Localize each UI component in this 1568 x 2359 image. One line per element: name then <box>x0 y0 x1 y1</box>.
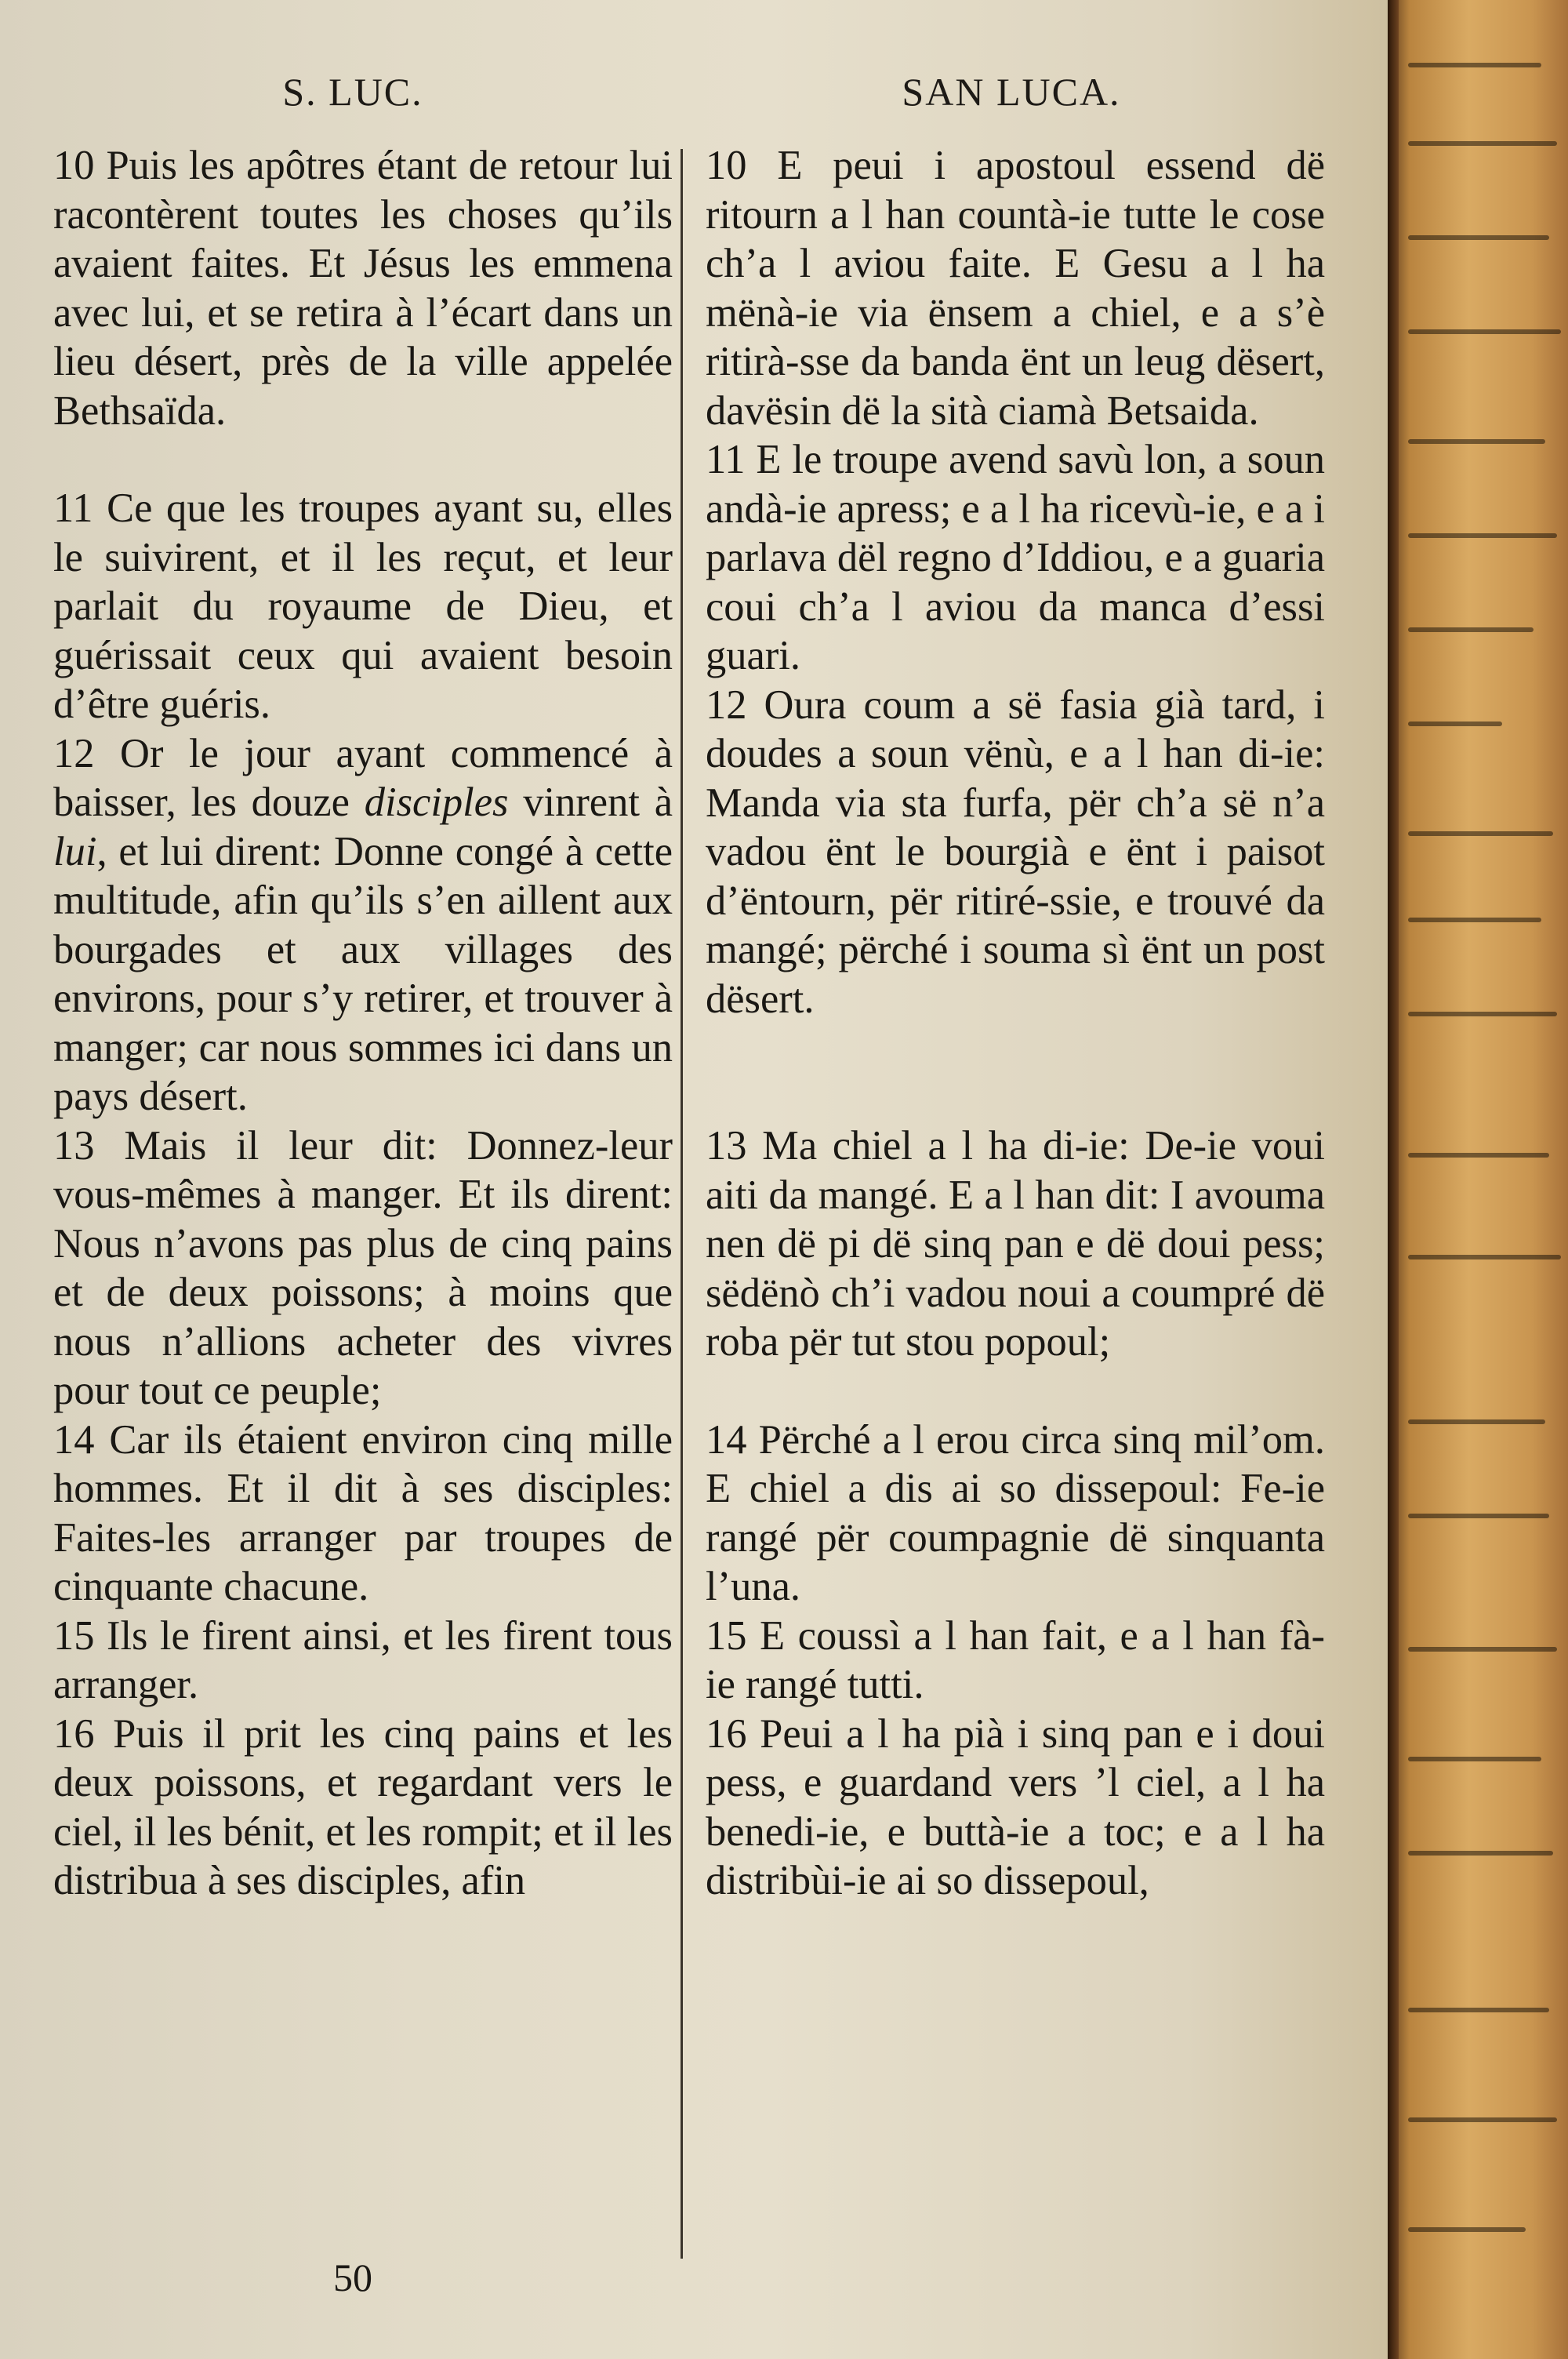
verse-12-fr-part-e: , et lui dirent: Donne congé à cette multitude, afin qu’ils s’en aillent aux bourgades et aux villages des environs, pour s’y retirer, et trouver à manger; car nous sommes ici dans un pays désert. <box>53 828 673 1119</box>
adjacent-text-line <box>1408 63 1541 67</box>
verse-12-pms: 12 Oura coum a së fasia già tard, i doudes a soun vënù, e a l han di-ie: Manda via sta furfa, për ch’a së n’a vadou ënt le bourgià e ënt i paisot d’ëntourn, për ritiré-ssie, e trouvé da mangé; përché i souma sì ënt un post dësert. <box>706 682 1325 1022</box>
verse-12-fr-italic-disciples: disciples <box>364 780 509 825</box>
verse-10-fr: 10 Puis les apôtres étant de retour lui racontèrent toutes les choses qu’ils avaient faites. Et Jésus les emmena avec lui, et se retira à l’écart dans un lieu désert, près de la ville appelée Bethsaïda. <box>53 143 673 434</box>
adjacent-text-line <box>1408 627 1534 632</box>
verse-15-pms: 15 E coussì a l han fait, e a l han fà-ie rangé tutti. <box>706 1612 1325 1707</box>
verse-10-pms: 10 E peui i apostoul essend dë ritourn a l han countà-ie tutte le cose ch’a l aviou faite. E Gesu a l ha mënà-ie via ënsem a chiel, e a s’è ritirà-sse da banda ënt un leug dësert, davësin dë la sità ciamà Betsaida. <box>706 143 1325 434</box>
adjacent-text-line <box>1408 439 1545 444</box>
verse-12-fr <box>53 729 673 1121</box>
adjacent-text-line <box>1408 831 1553 836</box>
adjacent-text-line <box>1408 1255 1561 1259</box>
piedmontese-column <box>706 141 1325 1906</box>
adjacent-text-line <box>1408 1153 1549 1158</box>
header-left-title: S. LUC. <box>282 70 423 114</box>
adjacent-text-line <box>1408 2227 1526 2232</box>
adjacent-text-line <box>1408 1757 1541 1761</box>
verse-14-fr: 14 Car ils étaient environ cinq mille hommes. Et il dit à ses disciples: Faites-les arranger par troupes de cinquante chacune. <box>53 1416 673 1609</box>
adjacent-page-edge <box>1388 0 1568 2359</box>
verse-12-fr-italic-lui: lui <box>53 828 97 874</box>
adjacent-text-line <box>1408 1647 1557 1652</box>
header-right-title: SAN LUCA. <box>902 70 1121 114</box>
verse-11-fr: 11 Ce que les troupes ayant su, elles le suivirent, et il les reçut, et leur parlait du royaume de Dieu, et guérissait ceux qui avaient besoin d’être guéris. <box>53 485 673 727</box>
adjacent-text-line <box>1408 533 1557 538</box>
adjacent-text-line <box>1408 1514 1549 1518</box>
adjacent-text-line <box>1408 2117 1557 2122</box>
verse-14-pms: 14 Përché a l erou circa sinq mil’om. E chiel a dis ai so dissepoul: Fe-ie rangé për coumpagnie dë sinquanta l’una. <box>706 1416 1325 1609</box>
verse-13-fr: 13 Mais il leur dit: Donnez-leur vous-mêmes à manger. Et ils dirent: Nous n’avons pas plus de cinq pains et de deux poissons; à moins que nous n’allions acheter des vivres pour tout ce peuple; <box>53 1122 673 1413</box>
adjacent-text-line <box>1408 141 1557 146</box>
verse-12-fr-part-a: 12 Or le jour ayant commencé à baisser, les douze <box>53 730 673 825</box>
page-number: 50 <box>333 2255 372 2299</box>
adjacent-text-line <box>1408 235 1549 240</box>
french-column <box>53 141 673 1906</box>
verse-15-fr: 15 Ils le firent ainsi, et les firent tous arranger. <box>53 1612 673 1707</box>
column-divider <box>681 149 683 2259</box>
verse-12-fr-part-c: vinrent à <box>508 780 673 825</box>
adjacent-text-line <box>1408 918 1541 922</box>
adjacent-text-line <box>1408 329 1561 334</box>
adjacent-text-line <box>1408 2008 1549 2012</box>
verse-16-pms: 16 Peui a l ha pià i sinq pan e i doui pess, e guardand vers ’l ciel, a l ha benedi-ie, e buttà-ie a toc; e a l ha distribùi-ie ai so dissepoul, <box>706 1710 1325 1903</box>
adjacent-text-line <box>1408 1851 1553 1856</box>
adjacent-text-line <box>1408 722 1502 726</box>
verse-11-pms: 11 E le troupe avend savù lon, a soun andà-ie apress; e a l ha ricevù-ie, e a i parlava dël regno d’Iddiou, e a guaria coui ch’a l aviou da manca d’essi guari. <box>706 437 1325 678</box>
verse-13-pms: 13 Ma chiel a l ha di-ie: De-ie voui aiti da mangé. E a l han dit: I avouma nen dë pi dë sinq pan e dë doui pess; sëdënò ch’i vadou noui a coumpré dë roba për tut stou popoul; <box>706 1123 1325 1365</box>
adjacent-text-line <box>1408 1419 1545 1424</box>
verse-16-fr: 16 Puis il prit les cinq pains et les deux poissons, et regardant vers le ciel, il les bénit, et les rompit; et il les distribua à ses disciples, afin <box>53 1710 673 1903</box>
book-gutter-shadow <box>1388 0 1399 2359</box>
adjacent-text-line <box>1408 1012 1557 1016</box>
